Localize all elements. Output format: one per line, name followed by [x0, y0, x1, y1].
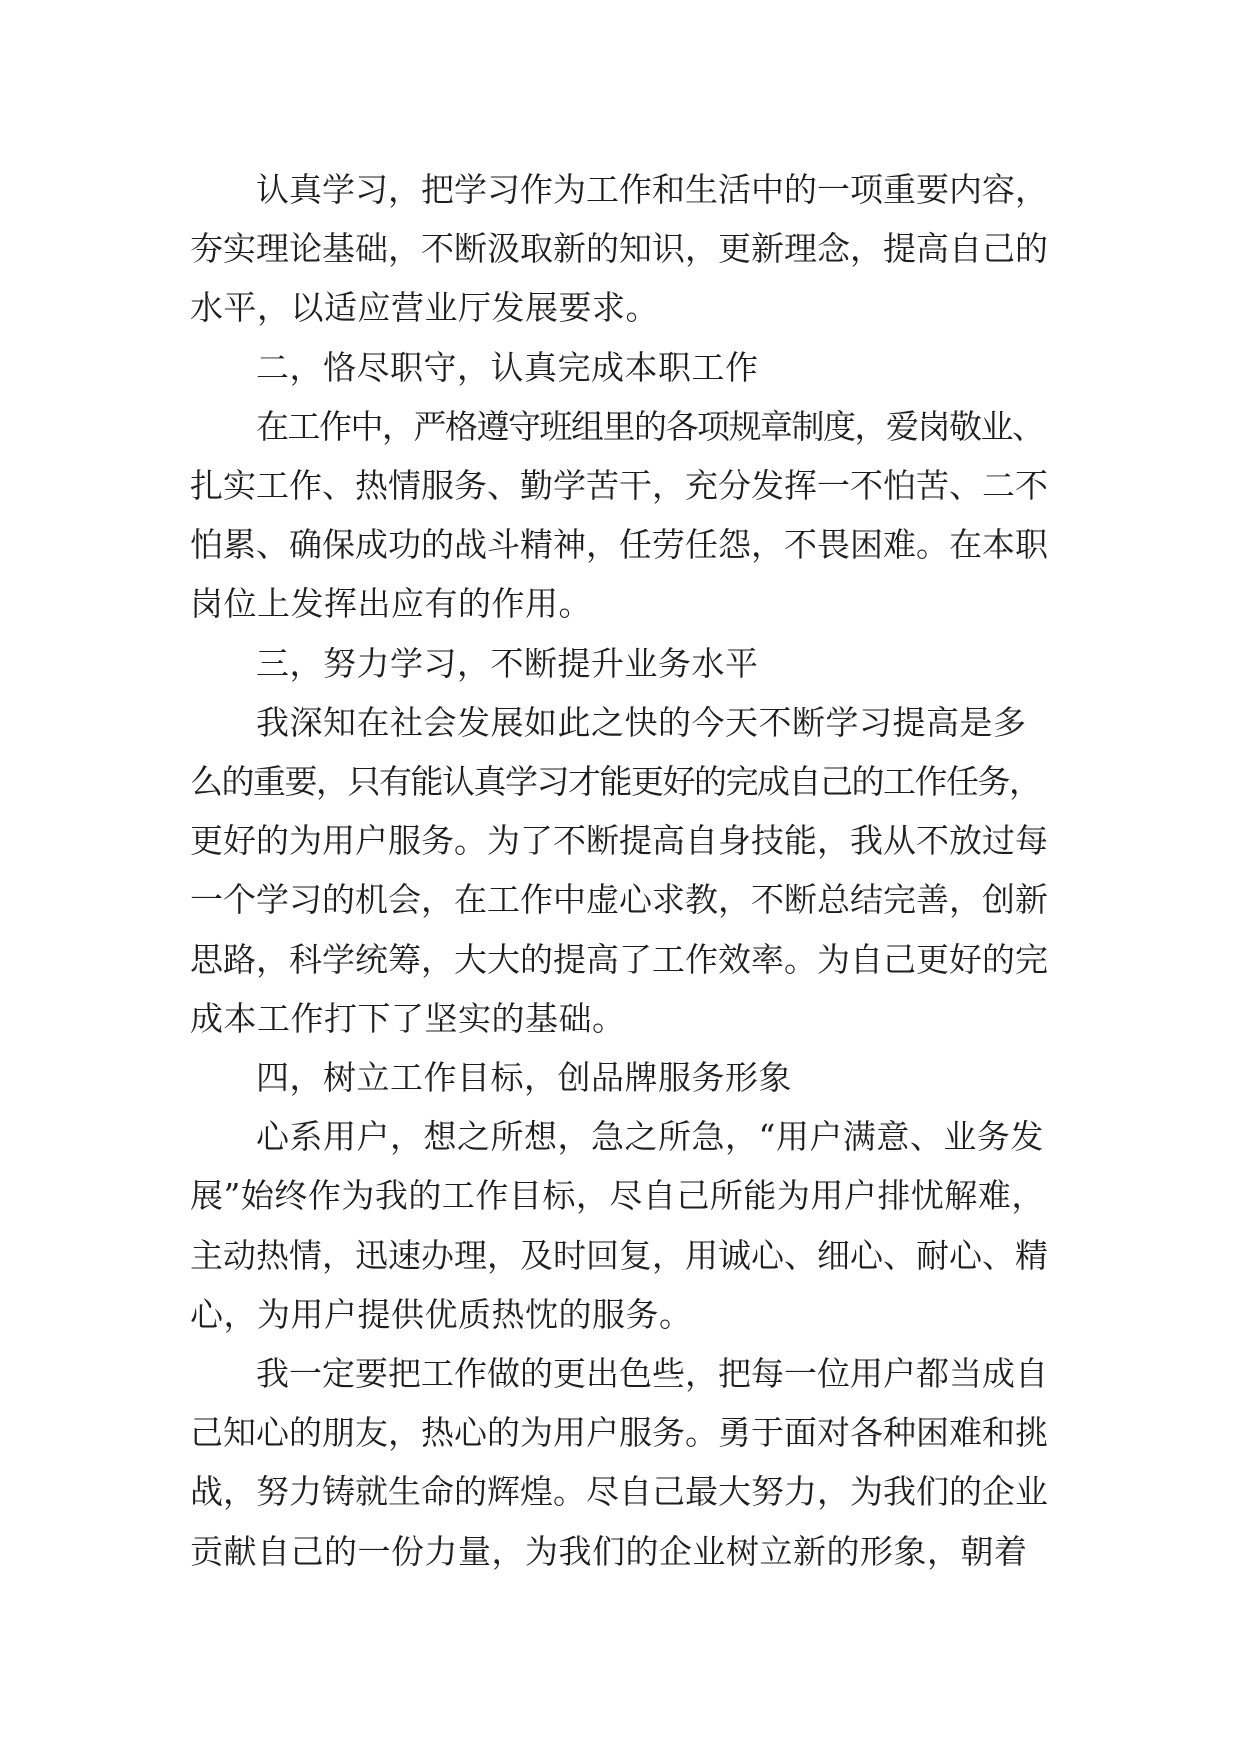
text-line: 展”始终作为我的工作目标，尽自己所能为用户排忧解难， — [190, 1176, 1045, 1216]
text-line: 更好的为用户服务。为了不断提高自身技能，我从不放过每 — [190, 821, 1048, 861]
text-line: 己知心的朋友，热心的为用户服务。勇于面对各种困难和挑 — [190, 1413, 1048, 1453]
section-heading: 三，努力学习，不断提升业务水平 — [256, 643, 759, 683]
text-line: 么的重要，只有能认真学习才能更好的完成自己的工作任务， — [190, 762, 1041, 802]
text-line: 思路，科学统筹，大大的提高了工作效率。为自己更好的完 — [190, 939, 1048, 979]
text-line: 我深知在社会发展如此之快的今天不断学习提高是多 — [256, 702, 1027, 742]
text-line: 认真学习，把学习作为工作和生活中的一项重要内容， — [256, 170, 1048, 209]
text-line: 岗位上发挥出应有的作用。 — [190, 584, 592, 624]
text-line: 心系用户，想之所想，急之所急，“用户满意、业务发 — [256, 1117, 1044, 1157]
text-line: 扎实工作、热情服务、勤学苦干，充分发挥一不怕苦、二不 — [190, 466, 1048, 506]
text-line: 怕累、确保成功的战斗精神，任劳任怨，不畏困难。在本职 — [190, 525, 1048, 565]
text-line: 在工作中，严格遵守班组里的各项规章制度，爱岗敬业、 — [256, 406, 1044, 446]
text-line: 夯实理论基础，不断汲取新的知识，更新理念，提高自己的 — [190, 229, 1048, 269]
document-body — [190, 160, 1052, 1581]
text-line: 战，努力铸就生命的辉煌。尽自己最大努力，为我们的企业 — [190, 1472, 1048, 1512]
section-heading: 二，恪尽职守，认真完成本职工作 — [256, 347, 759, 387]
section-heading: 四，树立工作目标，创品牌服务形象 — [256, 1058, 792, 1098]
text-line: 贡献自己的一份力量，为我们的企业树立新的形象，朝着 — [190, 1531, 1028, 1571]
text-line: 水平，以适应营业厅发展要求。 — [190, 288, 659, 328]
text-line: 一个学习的机会，在工作中虚心求教，不断总结完善，创新 — [190, 880, 1048, 920]
text-line: 心，为用户提供优质热忱的服务。 — [190, 1294, 693, 1334]
text-line: 我一定要把工作做的更出色些，把每一位用户都当成自 — [256, 1354, 1048, 1394]
text-line: 主动热情，迅速办理，及时回复，用诚心、细心、耐心、精 — [190, 1235, 1048, 1275]
text-line: 成本工作打下了坚实的基础。 — [190, 998, 626, 1038]
